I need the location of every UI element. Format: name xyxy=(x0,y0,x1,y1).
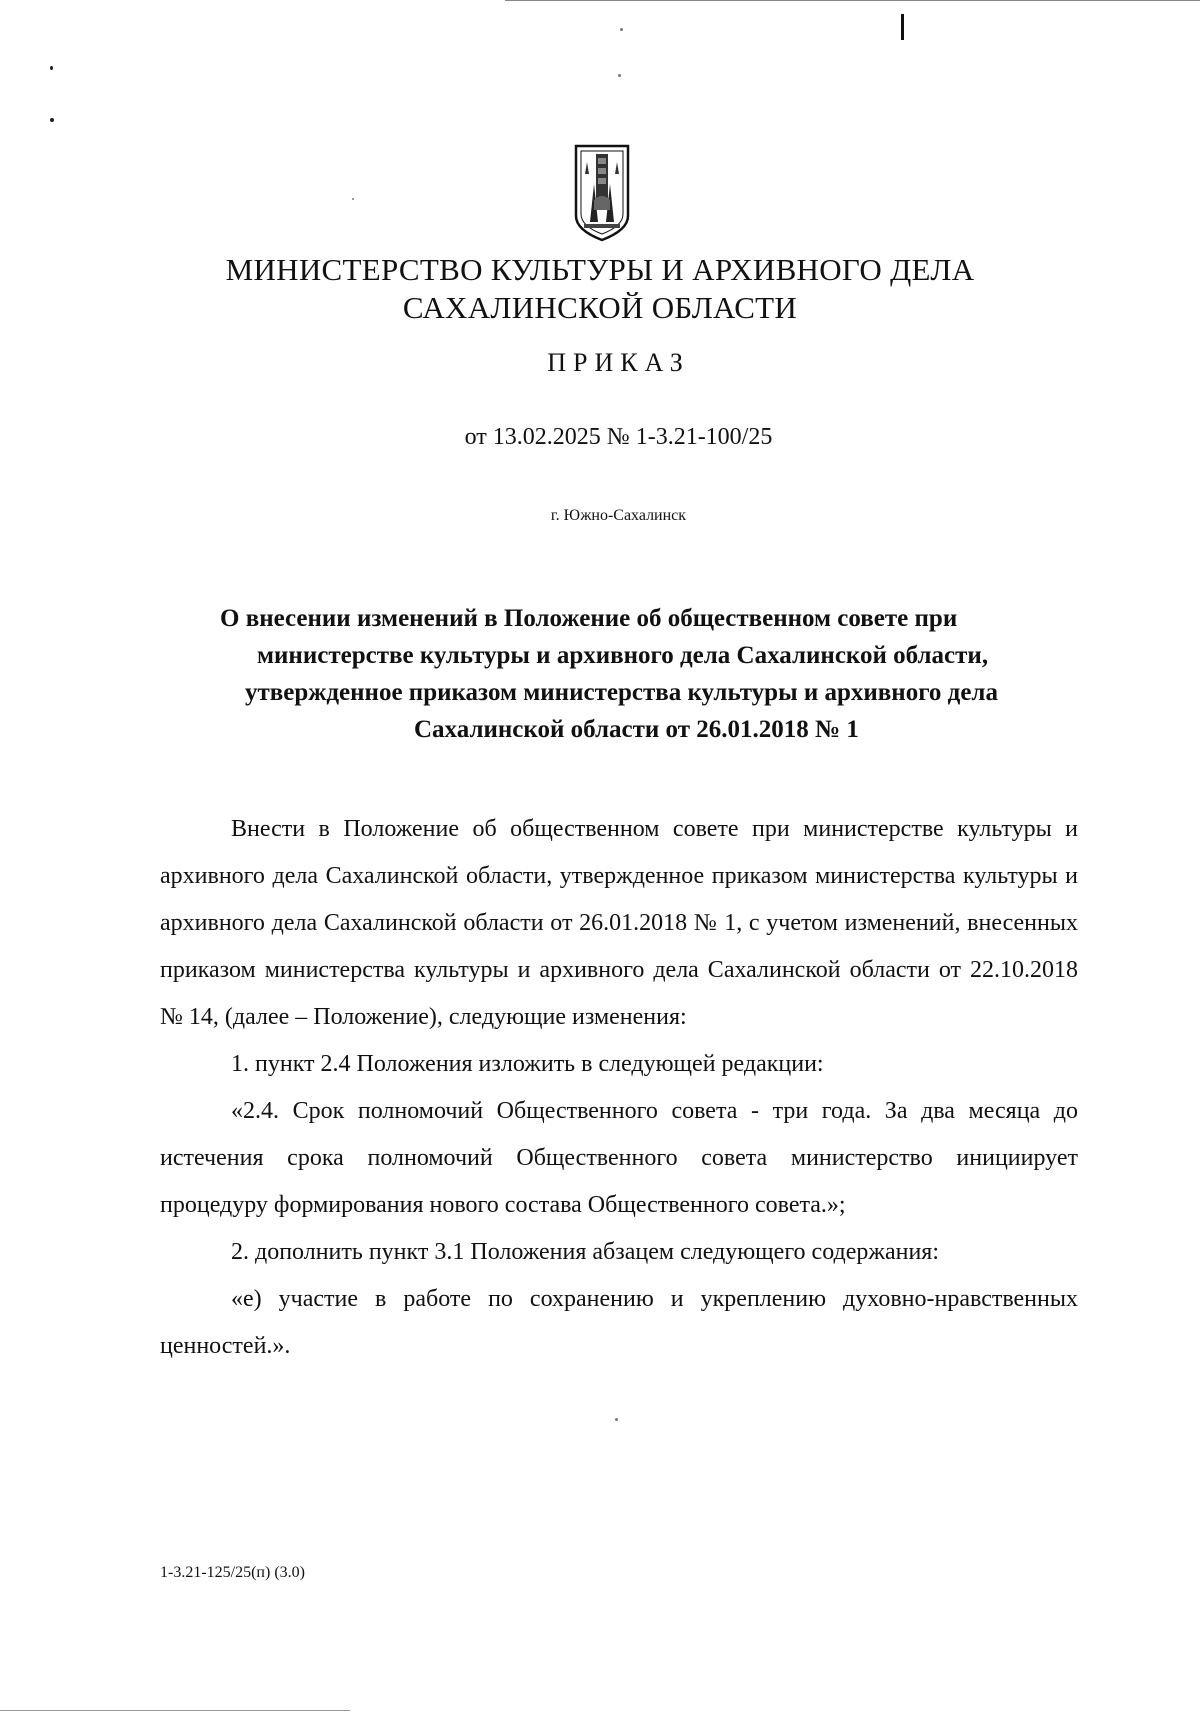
title-line: О внесении изменений в Положение об общественном совете при xyxy=(220,605,958,632)
scan-speck xyxy=(615,1418,618,1421)
document-title xyxy=(200,600,1080,748)
scan-mark xyxy=(901,14,904,40)
scan-edge-top xyxy=(505,0,1200,1)
body-paragraph-item-2: 2. дополнить пункт 3.1 Положения абзацем следующего содержания: xyxy=(231,1239,940,1265)
document-body xyxy=(160,806,1078,1370)
body-paragraph-quote-2: «е) участие в работе по сохранению и укреплению духовно-нравственных ценностей.». xyxy=(160,1286,1078,1359)
document-number: от 13.02.2025 № 1-3.21-100/25 xyxy=(464,424,773,450)
body-paragraph-quote-1: «2.4. Срок полномочий Общественного совета - три года. За два месяца до истечения срока полномочий Общественного совета министерство инициирует процедуру формирования нового состава Общественного совета.»; xyxy=(160,1098,1078,1218)
scan-speck xyxy=(618,74,621,77)
title-line: Сахалинской области от 26.01.2018 № 1 xyxy=(414,716,859,743)
scan-speck xyxy=(620,28,623,31)
scan-edge-bottom xyxy=(0,1710,350,1711)
scan-speck xyxy=(50,118,54,122)
document-type: ПРИКАЗ xyxy=(547,348,690,377)
ministry-name-line-1: МИНИСТЕРСТВО КУЛЬТУРЫ И АРХИВНОГО ДЕЛА xyxy=(225,252,975,287)
document-footer-code: 1-3.21-125/25(п) (3.0) xyxy=(160,1564,305,1581)
document-place: г. Южно-Сахалинск xyxy=(550,507,687,524)
scan-speck xyxy=(50,66,53,70)
title-line: министерстве культуры и архивного дела Сахалинской области, xyxy=(257,642,989,669)
ministry-name-line-2: САХАЛИНСКОЙ ОБЛАСТИ xyxy=(402,290,798,325)
body-paragraph-item-1: 1. пункт 2.4 Положения изложить в следующей редакции: xyxy=(231,1051,824,1077)
title-line: утвержденное приказом министерства культуры и архивного дела xyxy=(245,679,998,706)
body-paragraph-intro: Внести в Положение об общественном совете при министерстве культуры и архивного дела Сахалинской области, утвержденное приказом министерства культуры и архивного дела Сахалинской области от 26.01.2018 № 1, с учетом изменений, внесенных приказом министерства культуры и архивного дела Сахалинской области от 22.10.2018 № 14, (далее – Положение), следующие изменения: xyxy=(160,816,1078,1030)
scan-speck xyxy=(352,198,354,200)
coat-of-arms-icon xyxy=(574,144,630,242)
